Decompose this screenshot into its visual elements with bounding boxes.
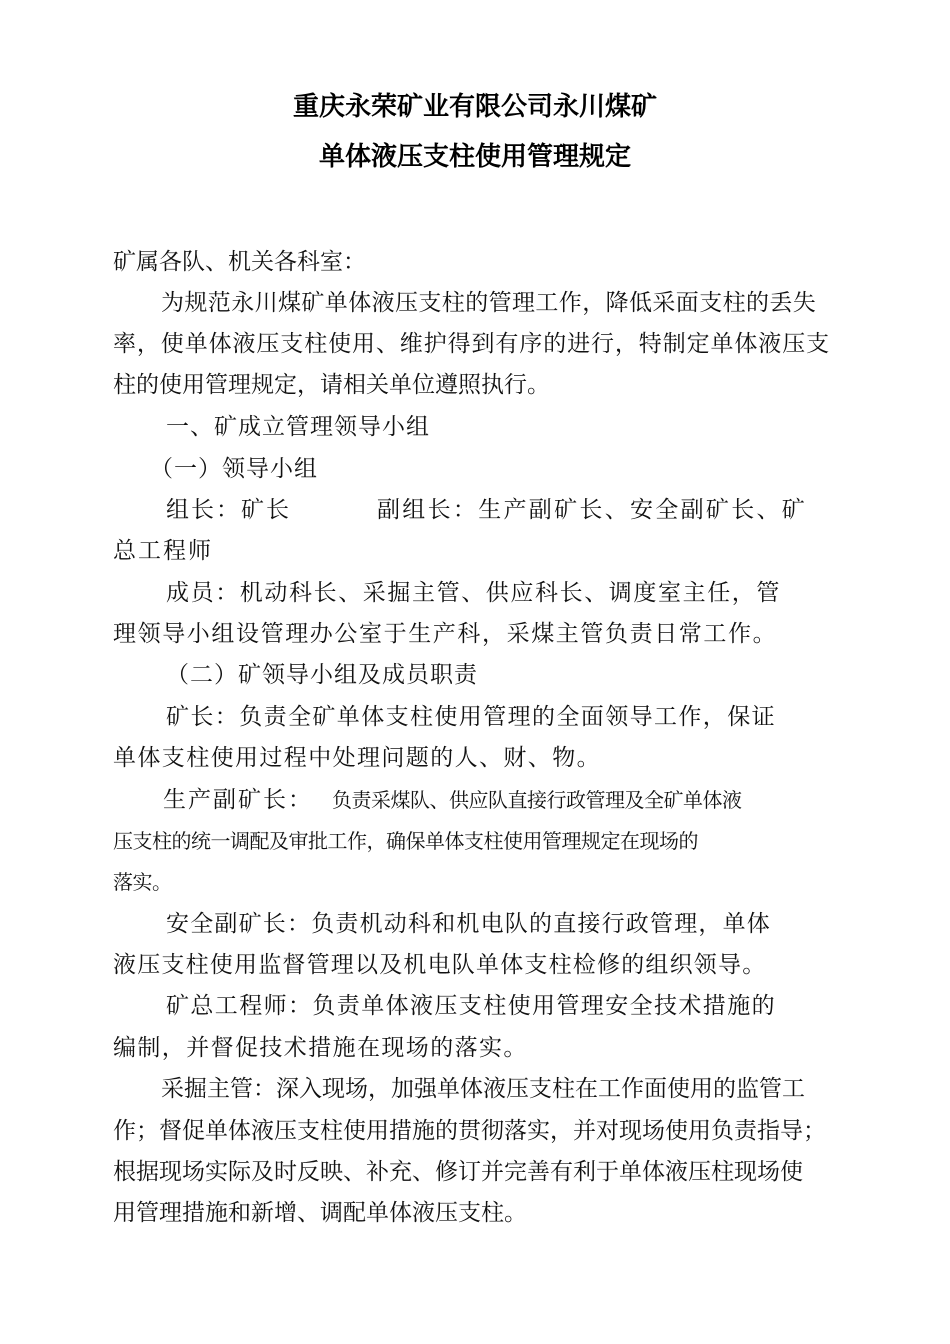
paragraph-line: 采掘主管：深入现场，加强单体液压支柱在工作面使用的监管工 (161, 1076, 805, 1102)
subsection-heading: （二）矿领导小组及成员职责 (166, 662, 478, 688)
paragraph-line: 为规范永川煤矿单体液压支柱的管理工作，降低采面支柱的丢失 (161, 290, 817, 316)
paragraph-line: 理领导小组设管理办公室于生产科，采煤主管负责日常工作。 (113, 621, 778, 647)
paragraph-line: 落实。 (113, 870, 172, 894)
paragraph-line: 安全副矿长：负责机动科和机电队的直接行政管理，单体 (166, 911, 771, 937)
paragraph-line: 总工程师 (113, 538, 213, 564)
paragraph-line: 矿总工程师：负责单体液压支柱使用管理安全技术措施的 (166, 993, 776, 1019)
paragraph-line: 柱的使用管理规定，请相关单位遵照执行。 (113, 372, 550, 398)
document-title-line1: 重庆永荣矿业有限公司永川煤矿 (292, 92, 657, 122)
subsection-heading: （一）领导小组 (150, 456, 318, 482)
paragraph-line: 单体支柱使用过程中处理问题的人、财、物。 (113, 745, 601, 771)
salutation: 矿属各队、机关各科室： (113, 249, 366, 275)
paragraph-line: 用管理措施和新增、调配单体液压支柱。 (113, 1200, 527, 1226)
paragraph-line: 生产副矿长： (163, 787, 313, 813)
paragraph-line: 根据现场实际及时反映、补充、修订并完善有利于单体液压柱现场使 (113, 1159, 803, 1185)
paragraph-line: 负责采煤队、供应队直接行政管理及全矿单体液 (332, 788, 742, 812)
paragraph-line: 压支柱的统一调配及审批工作，确保单体支柱使用管理规定在现场的 (113, 829, 698, 853)
paragraph-line: 作；督促单体液压支柱使用措施的贯彻落实，并对现场使用负责指导； (113, 1118, 826, 1144)
paragraph-line: 矿长：负责全矿单体支柱使用管理的全面领导工作，保证 (166, 704, 776, 730)
paragraph-line: 率，使单体液压支柱使用、维护得到有序的进行，特制定单体液压支 (113, 331, 830, 357)
paragraph-line: 成员：机动科长、采掘主管、供应科长、调度室主任，管 (166, 580, 781, 606)
paragraph-line: 组长：矿长 (166, 497, 291, 523)
paragraph-line: 液压支柱使用监督管理以及机电队单体支柱检修的组织领导。 (113, 952, 767, 978)
document-title-line2: 单体液压支柱使用管理规定 (318, 142, 631, 172)
section-heading: 一、矿成立管理领导小组 (166, 414, 430, 440)
paragraph-line: 编制，并督促技术措施在现场的落实。 (113, 1035, 528, 1061)
paragraph-line: 副组长：生产副矿长、安全副矿长、矿 (377, 497, 808, 523)
